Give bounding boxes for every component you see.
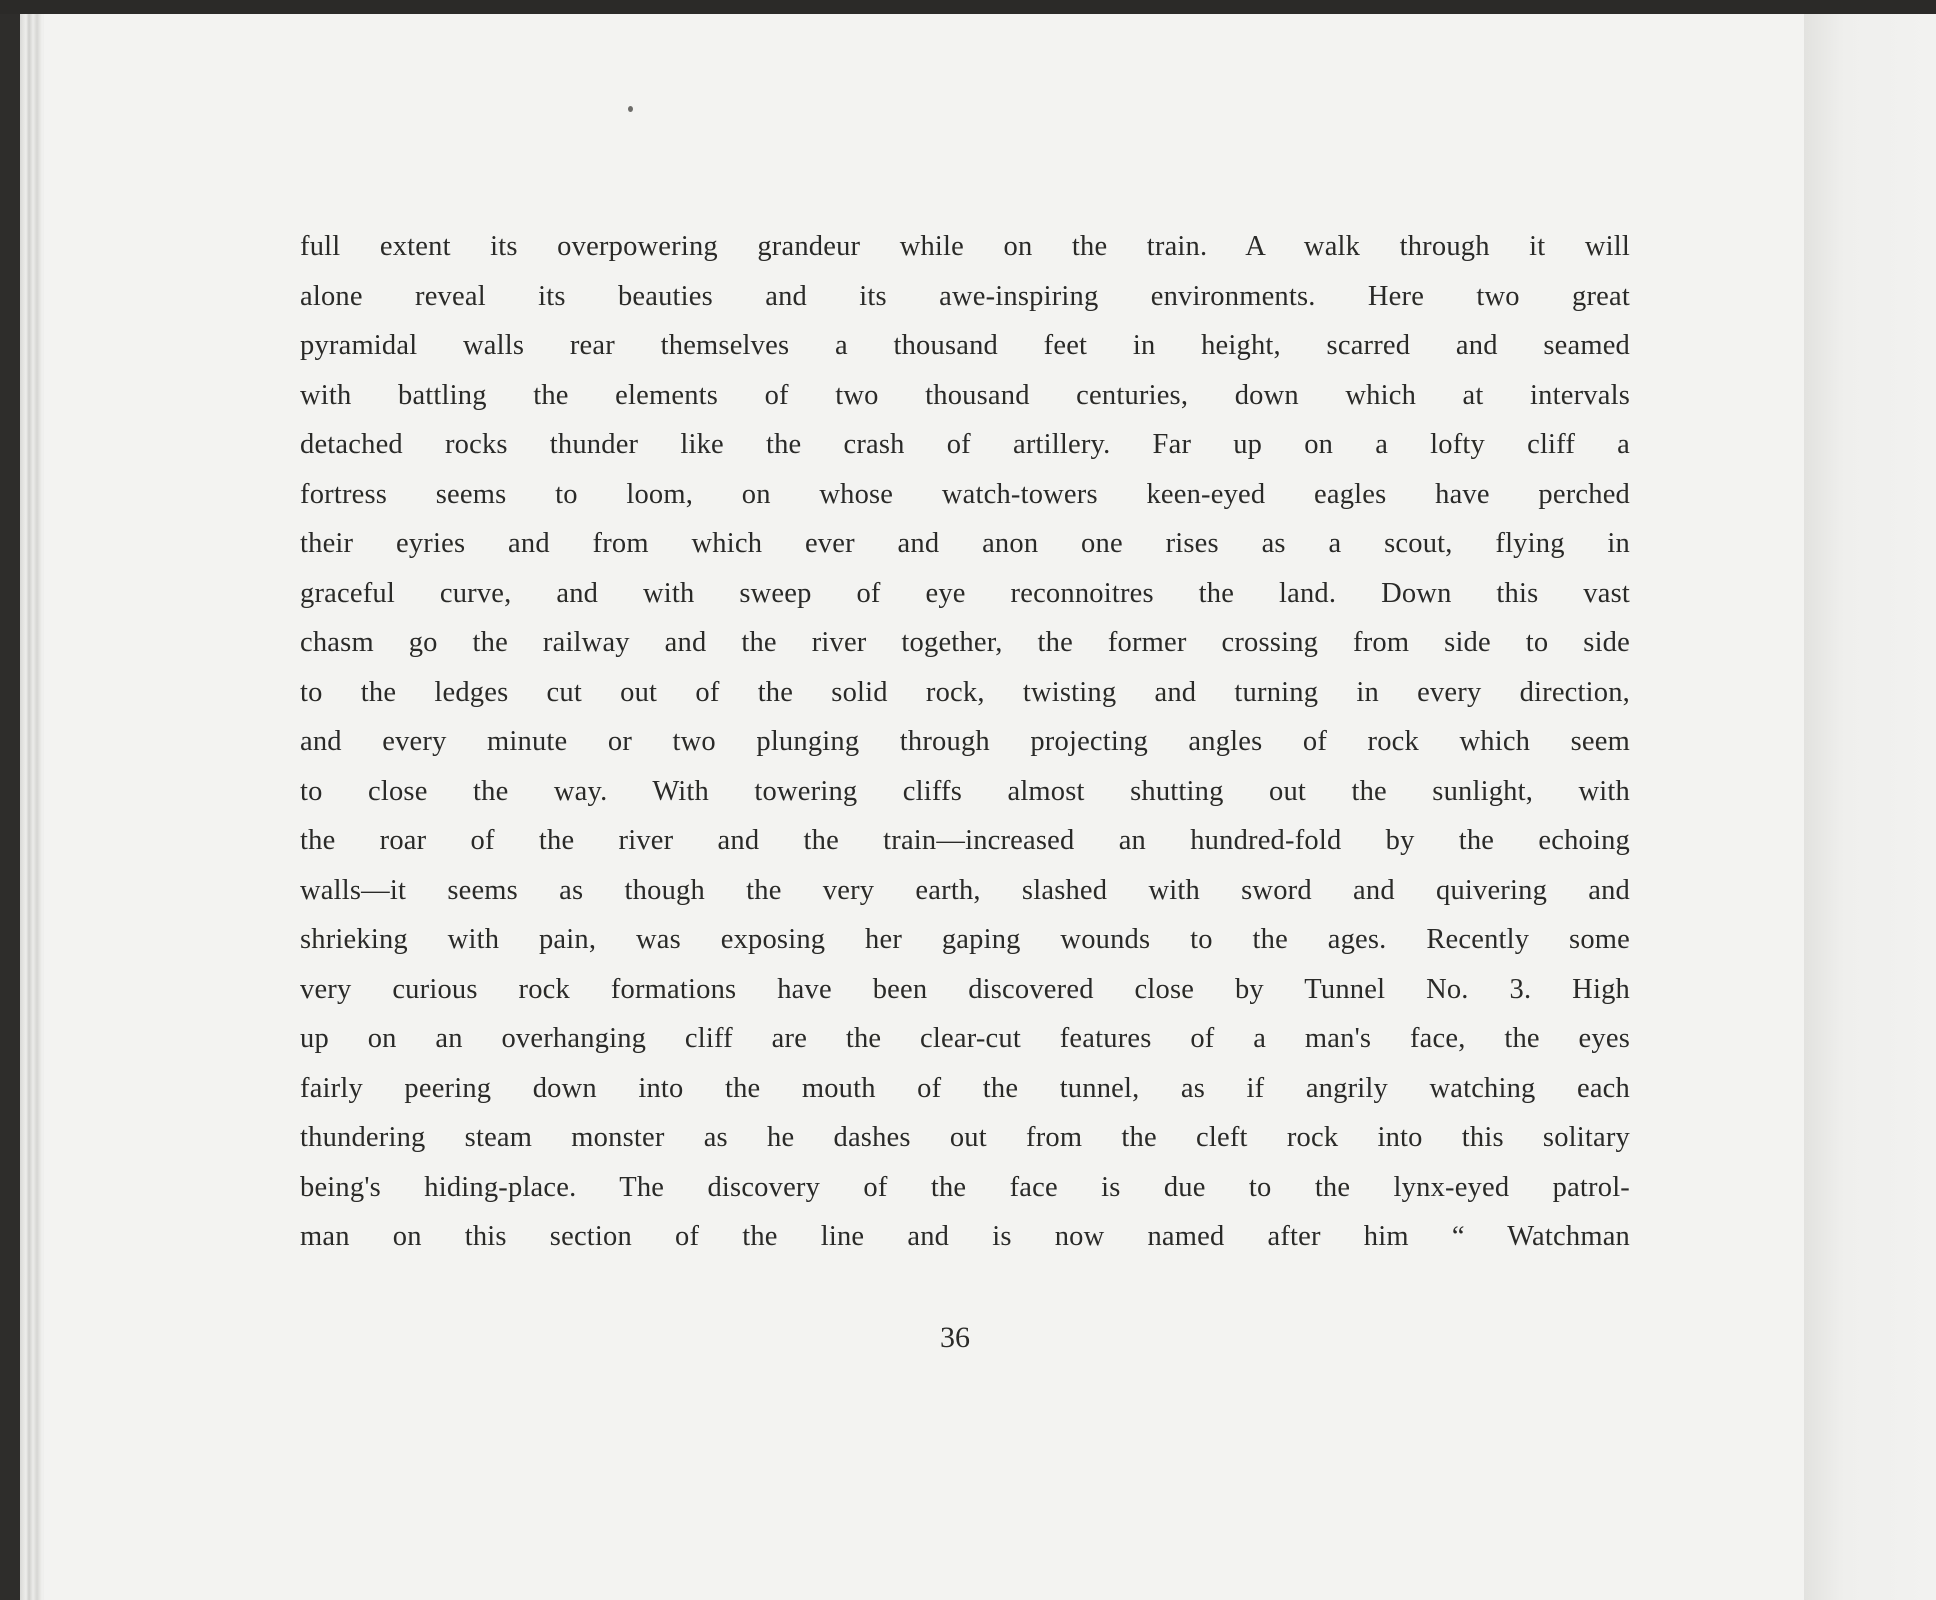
text-line: up on an overhanging cliff are the clear-cut features of a man's face, the eyes (300, 1023, 1630, 1054)
text-line: to close the way. With towering cliffs almost shutting out the sunlight, with (300, 775, 1630, 807)
text-line: alone reveal its beauties and its awe-inspiring environments. Here two great (300, 280, 1630, 312)
facing-page-edge (1804, 14, 1936, 1600)
text-line: the roar of the river and the train—increased an hundred-fold by the echoing (300, 825, 1630, 856)
text-line: being's hiding-place. The discovery of the face is due to the lynx-eyed patrol- (300, 1171, 1630, 1203)
text-line: full extent its overpowering grandeur while on the train. A walk through it will (300, 231, 1630, 262)
text-line: pyramidal walls rear themselves a thousand feet in height, scarred and seamed (300, 330, 1630, 361)
paper-speck (628, 106, 633, 112)
scan-top-border (0, 0, 1936, 14)
text-line: their eyries and from which ever and anon one rises as a scout, flying in (300, 528, 1630, 559)
text-line: fairly peering down into the mouth of the tunnel, as if angrily watching each (300, 1072, 1630, 1104)
page-number: 36 (940, 1321, 970, 1354)
text-line: thundering steam monster as he dashes out from the cleft rock into this solitary (300, 1122, 1630, 1153)
text-line: man on this section of the line and is now named after him “ Watchman (300, 1221, 1630, 1252)
text-line: walls—it seems as though the very earth, slashed with sword and quivering and (300, 874, 1630, 906)
text-line: with battling the elements of two thousand centuries, down which at intervals (300, 379, 1630, 411)
body-text (300, 222, 1630, 1262)
text-line: very curious rock formations have been discovered close by Tunnel No. 3. High (300, 973, 1630, 1005)
text-line: and every minute or two plunging through projecting angles of rock which seem (300, 726, 1630, 757)
text-line: fortress seems to loom, on whose watch-towers keen-eyed eagles have perched (300, 478, 1630, 510)
text-line: chasm go the railway and the river together, the former crossing from side to side (300, 627, 1630, 658)
text-line: shrieking with pain, was exposing her gaping wounds to the ages. Recently some (300, 924, 1630, 955)
text-line: to the ledges cut out of the solid rock, twisting and turning in every direction, (300, 676, 1630, 708)
text-line: graceful curve, and with sweep of eye reconnoitres the land. Down this vast (300, 577, 1630, 609)
text-line: detached rocks thunder like the crash of artillery. Far up on a lofty cliff a (300, 429, 1630, 460)
